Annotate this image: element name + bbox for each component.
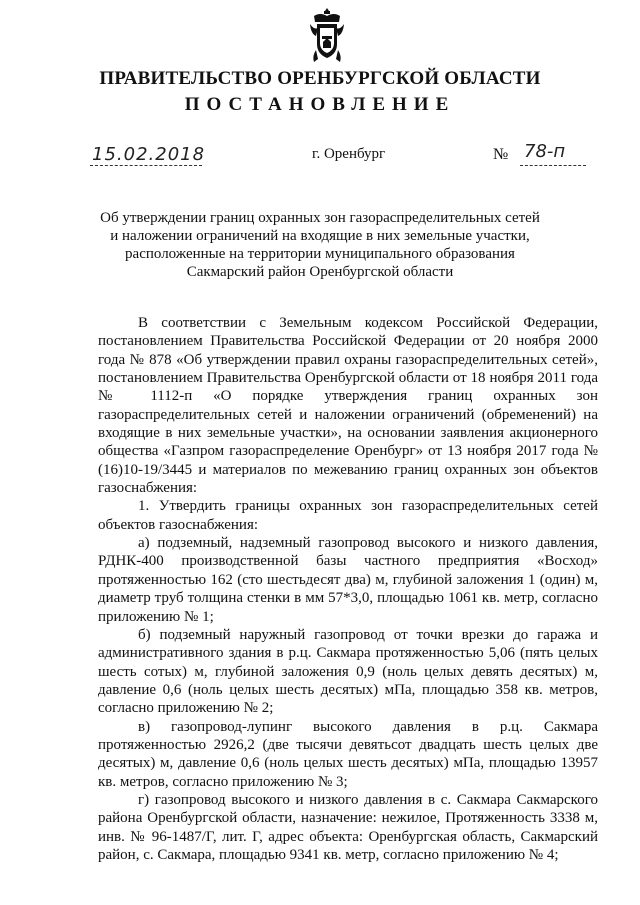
document-number: 78-п	[524, 141, 566, 162]
document-city: г. Оренбург	[312, 146, 386, 162]
document-type: ПОСТАНОВЛЕНИЕ	[184, 94, 456, 115]
item-v-paragraph: в) газопровод-лупинг высокого давления в р.ц. Сакмара протяженностью 2926,2 (две тысячи девятьсот двадцать шесть целых две десятых) м, давление 0,6 (ноль целых шесть десятых) мПа, площадью 13957 кв. метров, согласно приложению № 3;	[98, 718, 598, 790]
date-underline	[90, 165, 202, 166]
item-g-paragraph: г) газопровод высокого и низкого давления в с. Сакмара Сакмарского района Оренбургской области, назначение: нежилое, Протяженность 3338 м, инв. № 96-1487/Г, лит. Г, адрес объекта: Оренбургская область, Сакмарский район, с. Сакмара, площадью 9341 кв. метр, согласно приложению № 4;	[98, 791, 598, 863]
title-line: Об утверждении границ охранных зон газораспределительных сетей	[100, 210, 540, 226]
item-a-paragraph: а) подземный, надземный газопровод высокого и низкого давления, РДНК-400 производственной базы частного предприятия «Восход» протяженностью 162 (сто шестьдесят два) м, глубиной заложения 1 (один) м, диаметр труб толщина стенки в мм 57*3,0, площадью 1061 кв. метр, согласно приложению № 1;	[98, 535, 598, 625]
item-1-paragraph: 1. Утвердить границы охранных зон газораспределительных сетей объектов газоснабжения:	[98, 498, 598, 533]
title-line: Сакмарский район Оренбургской области	[186, 264, 454, 280]
item-b-paragraph: б) подземный наружный газопровод от точки врезки до гаража и административного здания в р.ц. Сакмара протяженностью 5,06 (пять целых шесть сотых) м, глубиной заложения 0,9 (ноль целых девять десятых) м, давление 0,6 (ноль целых шесть десятых) мПа, площадью 358 кв. метров, согласно приложению № 2;	[98, 626, 598, 717]
title-line: расположенные на территории муниципального образования	[125, 246, 515, 262]
government-name: ПРАВИТЕЛЬСТВО ОРЕНБУРГСКОЙ ОБЛАСТИ	[99, 68, 541, 89]
coat-of-arms-emblem	[308, 6, 346, 64]
document-body	[98, 314, 598, 864]
document-number-label: №	[493, 146, 509, 163]
document-date: 15.02.2018	[92, 144, 206, 165]
document-title	[80, 209, 560, 281]
preamble-paragraph: В соответствии с Земельным кодексом Российской Федерации, постановлением Правительства Российской Федерации от 20 ноября 2000 года № 878 «Об утверждении правил охраны газораспределительных сетей», постановлением Правительства Оренбургской области от 18 ноября 2011 года № 1112-п «О порядке утверждения границ охранных зон газораспределительных сетей и наложении ограничений (обременений) на входящие в них земельные участки», на основании заявления акционерного общества «Газпром газораспределение Оренбург» от 13 ноября 2017 года № (16)10-19/3445 и материалов по межеванию границ охранных зон объектов газоснабжения:	[98, 315, 598, 497]
number-underline	[520, 165, 586, 166]
title-line: и наложении ограничений на входящие в них земельные участки,	[110, 228, 530, 244]
